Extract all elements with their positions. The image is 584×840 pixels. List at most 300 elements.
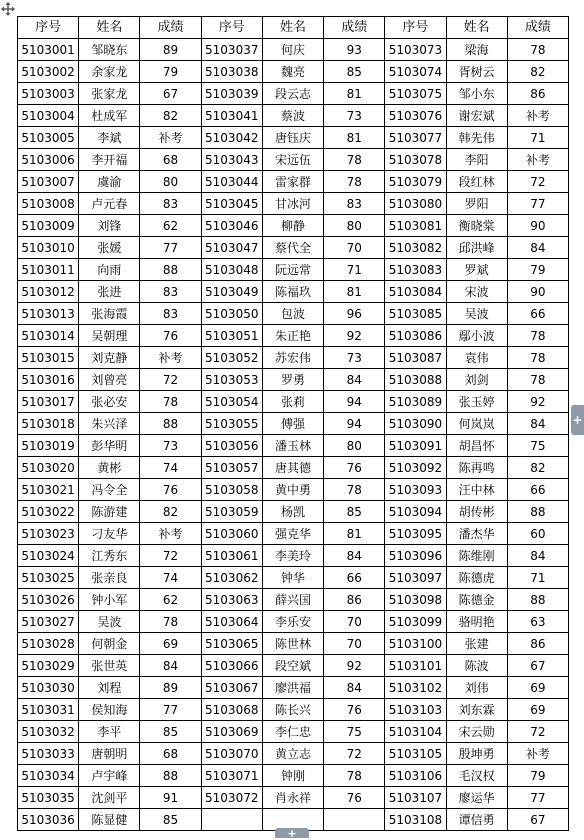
cell-name-3: 张建 bbox=[446, 633, 507, 655]
cell-name-2: 罗勇 bbox=[262, 369, 323, 391]
cell-name-3: 张玉婷 bbox=[446, 391, 507, 413]
header-cell-name-1: 姓名 bbox=[79, 17, 140, 39]
cell-name-2: 李仁忠 bbox=[262, 721, 323, 743]
cell-name-1: 钟小军 bbox=[79, 589, 140, 611]
cell-score-3: 63 bbox=[507, 611, 568, 633]
cell-name-1: 邹晓东 bbox=[79, 39, 140, 61]
cell-id-2: 5103051 bbox=[201, 325, 262, 347]
cell-score-3: 补考 bbox=[507, 743, 568, 765]
cell-id-1: 5103025 bbox=[18, 567, 79, 589]
table-row bbox=[18, 237, 569, 259]
cell-name-3: 鄢小波 bbox=[446, 325, 507, 347]
cell-score-2: 81 bbox=[324, 523, 385, 545]
cell-id-1: 5103030 bbox=[18, 677, 79, 699]
header-cell-score-3: 成绩 bbox=[507, 17, 568, 39]
cell-score-3: 71 bbox=[507, 127, 568, 149]
cell-name-2: 肖永祥 bbox=[262, 787, 323, 809]
cell-id-2: 5103039 bbox=[201, 83, 262, 105]
header-cell-name-3: 姓名 bbox=[446, 17, 507, 39]
cell-id-2: 5103062 bbox=[201, 567, 262, 589]
cell-id-3: 5103105 bbox=[385, 743, 446, 765]
cell-score-3: 69 bbox=[507, 677, 568, 699]
table-row bbox=[18, 413, 569, 435]
cell-id-3: 5103097 bbox=[385, 567, 446, 589]
cell-name-1: 卢元春 bbox=[79, 193, 140, 215]
cell-score-1: 83 bbox=[140, 303, 201, 325]
cell-score-1: 79 bbox=[140, 61, 201, 83]
cell-id-2: 5103059 bbox=[201, 501, 262, 523]
cell-id-3: 5103095 bbox=[385, 523, 446, 545]
cell-score-3: 90 bbox=[507, 281, 568, 303]
cell-name-2: 李乐安 bbox=[262, 611, 323, 633]
table-row bbox=[18, 347, 569, 369]
cell-score-3: 86 bbox=[507, 633, 568, 655]
cell-name-1: 刘曾亮 bbox=[79, 369, 140, 391]
cell-id-1: 5103029 bbox=[18, 655, 79, 677]
cell-id-1: 5103033 bbox=[18, 743, 79, 765]
cell-name-1: 李平 bbox=[79, 721, 140, 743]
cell-id-3: 5103084 bbox=[385, 281, 446, 303]
table-row bbox=[18, 171, 569, 193]
cell-score-1: 82 bbox=[140, 105, 201, 127]
cell-score-1: 80 bbox=[140, 171, 201, 193]
cell-name-1: 陈游建 bbox=[79, 501, 140, 523]
table-row bbox=[18, 545, 569, 567]
header-cell-id-1: 序号 bbox=[18, 17, 79, 39]
cell-score-1: 67 bbox=[140, 83, 201, 105]
cell-id-2: 5103044 bbox=[201, 171, 262, 193]
move-icon bbox=[1, 2, 15, 16]
cell-score-2: 93 bbox=[324, 39, 385, 61]
cell-score-3: 84 bbox=[507, 545, 568, 567]
cell-score-1: 补考 bbox=[140, 347, 201, 369]
cell-score-3: 79 bbox=[507, 765, 568, 787]
cell-score-2: 78 bbox=[324, 149, 385, 171]
table-row bbox=[18, 721, 569, 743]
cell-id-2: 5103061 bbox=[201, 545, 262, 567]
cell-score-3: 84 bbox=[507, 237, 568, 259]
cell-name-2: 唐钰庆 bbox=[262, 127, 323, 149]
cell-name-3: 胥树云 bbox=[446, 61, 507, 83]
cell-id-3: 5103078 bbox=[385, 149, 446, 171]
cell-name-1: 黄彬 bbox=[79, 457, 140, 479]
header-cell-id-2: 序号 bbox=[201, 17, 262, 39]
cell-name-1: 李斌 bbox=[79, 127, 140, 149]
cell-score-1: 89 bbox=[140, 39, 201, 61]
cell-name-3: 吴波 bbox=[446, 303, 507, 325]
cell-score-2: 71 bbox=[324, 259, 385, 281]
cell-id-1: 5103006 bbox=[18, 149, 79, 171]
cell-name-1: 刘锋 bbox=[79, 215, 140, 237]
cell-score-2: 83 bbox=[324, 193, 385, 215]
cell-score-1: 77 bbox=[140, 237, 201, 259]
cell-score-3: 67 bbox=[507, 809, 568, 831]
cell-id-2: 5103041 bbox=[201, 105, 262, 127]
cell-name-2: 潘玉林 bbox=[262, 435, 323, 457]
cell-score-2: 81 bbox=[324, 83, 385, 105]
cell-name-3: 陈德虎 bbox=[446, 567, 507, 589]
table-row bbox=[18, 589, 569, 611]
cell-id-1: 5103027 bbox=[18, 611, 79, 633]
cell-score-1: 76 bbox=[140, 325, 201, 347]
cell-name-1: 江秀东 bbox=[79, 545, 140, 567]
cell-score-1: 88 bbox=[140, 765, 201, 787]
cell-id-2: 5103046 bbox=[201, 215, 262, 237]
cell-id-3: 5103077 bbox=[385, 127, 446, 149]
cell-id-1: 5103012 bbox=[18, 281, 79, 303]
cell-name-1: 张必安 bbox=[79, 391, 140, 413]
cell-score-3: 88 bbox=[507, 501, 568, 523]
cell-id-3: 5103106 bbox=[385, 765, 446, 787]
table-row bbox=[18, 127, 569, 149]
cell-id-3: 5103083 bbox=[385, 259, 446, 281]
cell-id-2: 5103060 bbox=[201, 523, 262, 545]
cell-name-3: 衡晓棠 bbox=[446, 215, 507, 237]
cell-id-2: 5103064 bbox=[201, 611, 262, 633]
table-row bbox=[18, 699, 569, 721]
cell-score-2: 81 bbox=[324, 127, 385, 149]
cell-name-2: 苏宏伟 bbox=[262, 347, 323, 369]
cell-id-3: 5103100 bbox=[385, 633, 446, 655]
cell-id-1: 5103032 bbox=[18, 721, 79, 743]
cell-score-2: 81 bbox=[324, 281, 385, 303]
cell-name-3: 宋云勋 bbox=[446, 721, 507, 743]
cell-name-1: 张媛 bbox=[79, 237, 140, 259]
cell-name-2: 段云志 bbox=[262, 83, 323, 105]
cell-score-1: 62 bbox=[140, 215, 201, 237]
cell-id-2: 5103052 bbox=[201, 347, 262, 369]
table-row bbox=[18, 479, 569, 501]
cell-score-3: 72 bbox=[507, 171, 568, 193]
cell-id-3: 5103108 bbox=[385, 809, 446, 831]
cell-score-3: 78 bbox=[507, 325, 568, 347]
cell-name-1: 刘程 bbox=[79, 677, 140, 699]
cell-id-2: 5103071 bbox=[201, 765, 262, 787]
cell-id-1: 5103020 bbox=[18, 457, 79, 479]
cell-id-3: 5103096 bbox=[385, 545, 446, 567]
cell-score-2: 94 bbox=[324, 391, 385, 413]
cell-id-2: 5103056 bbox=[201, 435, 262, 457]
cell-score-1: 83 bbox=[140, 193, 201, 215]
cell-id-1: 5103015 bbox=[18, 347, 79, 369]
cell-score-3: 66 bbox=[507, 479, 568, 501]
cell-score-1: 68 bbox=[140, 149, 201, 171]
cell-score-3: 78 bbox=[507, 39, 568, 61]
cell-name-2: 朱正艳 bbox=[262, 325, 323, 347]
table-row bbox=[18, 303, 569, 325]
cell-id-3: 5103104 bbox=[385, 721, 446, 743]
cell-id-2: 5103054 bbox=[201, 391, 262, 413]
cell-name-2: 雷家群 bbox=[262, 171, 323, 193]
cell-name-3: 陈德金 bbox=[446, 589, 507, 611]
cell-score-2: 73 bbox=[324, 347, 385, 369]
table-row bbox=[18, 501, 569, 523]
cell-name-3: 骆明艳 bbox=[446, 611, 507, 633]
cell-name-3: 罗阳 bbox=[446, 193, 507, 215]
cell-score-3: 补考 bbox=[507, 105, 568, 127]
cell-score-1: 72 bbox=[140, 369, 201, 391]
table-row bbox=[18, 281, 569, 303]
header-cell-name-2: 姓名 bbox=[262, 17, 323, 39]
cell-id-3: 5103090 bbox=[385, 413, 446, 435]
cell-score-1: 85 bbox=[140, 809, 201, 831]
cell-id-2: 5103047 bbox=[201, 237, 262, 259]
cell-id-3: 5103073 bbox=[385, 39, 446, 61]
cell-id-1: 5103036 bbox=[18, 809, 79, 831]
cell-score-2: 76 bbox=[324, 787, 385, 809]
table-row bbox=[18, 61, 569, 83]
cell-score-3: 72 bbox=[507, 721, 568, 743]
cell-id-2: 5103057 bbox=[201, 457, 262, 479]
cell-name-2: 强克华 bbox=[262, 523, 323, 545]
cell-name-2: 柳静 bbox=[262, 215, 323, 237]
table-row bbox=[18, 457, 569, 479]
cell-score-1: 83 bbox=[140, 281, 201, 303]
cell-name-1: 吴波 bbox=[79, 611, 140, 633]
cell-id-3: 5103085 bbox=[385, 303, 446, 325]
score-table bbox=[17, 16, 569, 831]
cell-name-3: 刘东霖 bbox=[446, 699, 507, 721]
cell-id-3: 5103080 bbox=[385, 193, 446, 215]
cell-id-1: 5103026 bbox=[18, 589, 79, 611]
table-row bbox=[18, 765, 569, 787]
table-row bbox=[18, 523, 569, 545]
cell-id-3: 5103094 bbox=[385, 501, 446, 523]
cell-score-2: 86 bbox=[324, 589, 385, 611]
cell-score-1: 85 bbox=[140, 721, 201, 743]
cell-id-1: 5103022 bbox=[18, 501, 79, 523]
cell-name-1: 李开福 bbox=[79, 149, 140, 171]
cell-score-2: 78 bbox=[324, 171, 385, 193]
cell-score-3: 78 bbox=[507, 347, 568, 369]
table-move-handle[interactable] bbox=[1, 2, 15, 16]
cell-id-2: 5103037 bbox=[201, 39, 262, 61]
cell-id-2: 5103065 bbox=[201, 633, 262, 655]
cell-name-3: 邹小东 bbox=[446, 83, 507, 105]
cell-name-3: 罗斌 bbox=[446, 259, 507, 281]
cell-score-1: 76 bbox=[140, 479, 201, 501]
cell-name-3: 廖运华 bbox=[446, 787, 507, 809]
cell-score-3: 90 bbox=[507, 215, 568, 237]
cell-score-2: 66 bbox=[324, 567, 385, 589]
table-row bbox=[18, 325, 569, 347]
cell-id-1: 5103009 bbox=[18, 215, 79, 237]
cell-score-1: 62 bbox=[140, 589, 201, 611]
cell-score-1: 84 bbox=[140, 655, 201, 677]
cell-name-2: 薛兴国 bbox=[262, 589, 323, 611]
cell-id-2: 5103050 bbox=[201, 303, 262, 325]
cell-score-1: 78 bbox=[140, 391, 201, 413]
cell-score-1: 74 bbox=[140, 567, 201, 589]
cell-name-2: 钟华 bbox=[262, 567, 323, 589]
cell-id-3: 5103098 bbox=[385, 589, 446, 611]
cell-id-3: 5103089 bbox=[385, 391, 446, 413]
cell-id-2: 5103068 bbox=[201, 699, 262, 721]
cell-id-2: 5103043 bbox=[201, 149, 262, 171]
cell-name-3: 汪中林 bbox=[446, 479, 507, 501]
cell-id-2: 5103058 bbox=[201, 479, 262, 501]
cell-name-1: 杜成军 bbox=[79, 105, 140, 127]
cell-id-3: 5103082 bbox=[385, 237, 446, 259]
cell-score-3: 67 bbox=[507, 655, 568, 677]
cell-id-1: 5103003 bbox=[18, 83, 79, 105]
cell-score-3: 66 bbox=[507, 303, 568, 325]
cell-score-1: 68 bbox=[140, 743, 201, 765]
cell-score-1: 88 bbox=[140, 259, 201, 281]
cell-id-2: 5103045 bbox=[201, 193, 262, 215]
cell-name-3: 毛汉权 bbox=[446, 765, 507, 787]
table-row bbox=[18, 611, 569, 633]
cell-name-3: 袁伟 bbox=[446, 347, 507, 369]
table-row bbox=[18, 193, 569, 215]
cell-score-3: 75 bbox=[507, 435, 568, 457]
add-row-button[interactable]: + bbox=[571, 405, 584, 435]
cell-name-1: 陈显健 bbox=[79, 809, 140, 831]
cell-name-3: 谢宏斌 bbox=[446, 105, 507, 127]
cell-id-1: 5103016 bbox=[18, 369, 79, 391]
cell-name-1: 唐朝明 bbox=[79, 743, 140, 765]
cell-score-2: 80 bbox=[324, 215, 385, 237]
cell-id-1: 5103028 bbox=[18, 633, 79, 655]
cell-id-3: 5103087 bbox=[385, 347, 446, 369]
cell-score-2: 76 bbox=[324, 457, 385, 479]
cell-name-2: 李美玲 bbox=[262, 545, 323, 567]
table-row bbox=[18, 391, 569, 413]
add-column-button[interactable]: + bbox=[275, 828, 309, 838]
cell-score-2: 70 bbox=[324, 633, 385, 655]
cell-score-2: 92 bbox=[324, 655, 385, 677]
cell-score-3: 69 bbox=[507, 699, 568, 721]
cell-score-1: 78 bbox=[140, 611, 201, 633]
cell-score-2: 84 bbox=[324, 369, 385, 391]
cell-name-1: 张海霞 bbox=[79, 303, 140, 325]
cell-name-3: 韩先伟 bbox=[446, 127, 507, 149]
cell-score-3: 补考 bbox=[507, 149, 568, 171]
table-row bbox=[18, 259, 569, 281]
cell-name-1: 朱兴泽 bbox=[79, 413, 140, 435]
cell-score-2: 96 bbox=[324, 303, 385, 325]
cell-id-1: 5103007 bbox=[18, 171, 79, 193]
cell-id-1: 5103019 bbox=[18, 435, 79, 457]
cell-score-2: 84 bbox=[324, 545, 385, 567]
cell-name-2: 黄立志 bbox=[262, 743, 323, 765]
cell-name-1: 虞渝 bbox=[79, 171, 140, 193]
cell-name-2: 宋远伍 bbox=[262, 149, 323, 171]
header-cell-score-2: 成绩 bbox=[324, 17, 385, 39]
cell-name-1: 张世英 bbox=[79, 655, 140, 677]
cell-id-1: 5103004 bbox=[18, 105, 79, 127]
cell-id-1: 5103021 bbox=[18, 479, 79, 501]
cell-id-3: 5103102 bbox=[385, 677, 446, 699]
cell-score-3: 79 bbox=[507, 259, 568, 281]
cell-name-2: 包波 bbox=[262, 303, 323, 325]
cell-id-1: 5103018 bbox=[18, 413, 79, 435]
cell-name-1: 冯令全 bbox=[79, 479, 140, 501]
cell-name-2: 蔡波 bbox=[262, 105, 323, 127]
table-row bbox=[18, 567, 569, 589]
cell-id-3: 5103088 bbox=[385, 369, 446, 391]
cell-score-2: 70 bbox=[324, 237, 385, 259]
cell-name-2: 陈世林 bbox=[262, 633, 323, 655]
cell-score-1: 82 bbox=[140, 501, 201, 523]
cell-score-3: 82 bbox=[507, 457, 568, 479]
cell-score-2: 92 bbox=[324, 325, 385, 347]
cell-name-1: 卢宇峰 bbox=[79, 765, 140, 787]
cell-name-1: 张进 bbox=[79, 281, 140, 303]
header-cell-score-1: 成绩 bbox=[140, 17, 201, 39]
cell-score-2: 94 bbox=[324, 413, 385, 435]
cell-name-2: 何庆 bbox=[262, 39, 323, 61]
cell-name-1: 余家龙 bbox=[79, 61, 140, 83]
cell-id-1: 5103017 bbox=[18, 391, 79, 413]
cell-name-2: 唐其德 bbox=[262, 457, 323, 479]
cell-id-1: 5103010 bbox=[18, 237, 79, 259]
cell-name-2: 段空斌 bbox=[262, 655, 323, 677]
cell-name-2: 甘冰河 bbox=[262, 193, 323, 215]
cell-name-3: 陈再鸣 bbox=[446, 457, 507, 479]
cell-name-3: 陈波 bbox=[446, 655, 507, 677]
table-row bbox=[18, 149, 569, 171]
cell-score-2: 72 bbox=[324, 743, 385, 765]
cell-score-3: 77 bbox=[507, 787, 568, 809]
cell-name-1: 沈剑平 bbox=[79, 787, 140, 809]
cell-score-3: 88 bbox=[507, 589, 568, 611]
cell-id-1: 5103034 bbox=[18, 765, 79, 787]
table-row bbox=[18, 215, 569, 237]
cell-score-3: 92 bbox=[507, 391, 568, 413]
cell-score-3: 71 bbox=[507, 567, 568, 589]
cell-id-2: 5103072 bbox=[201, 787, 262, 809]
cell-name-2: 蔡代全 bbox=[262, 237, 323, 259]
cell-id-2: 5103067 bbox=[201, 677, 262, 699]
cell-name-2: 魏亮 bbox=[262, 61, 323, 83]
cell-name-2: 陈福玖 bbox=[262, 281, 323, 303]
cell-id-1: 5103014 bbox=[18, 325, 79, 347]
cell-score-1: 补考 bbox=[140, 127, 201, 149]
cell-id-1: 5103031 bbox=[18, 699, 79, 721]
cell-name-3: 何岚岚 bbox=[446, 413, 507, 435]
cell-score-2: 84 bbox=[324, 677, 385, 699]
cell-name-3: 胡昌怀 bbox=[446, 435, 507, 457]
cell-score-2: 78 bbox=[324, 765, 385, 787]
header-cell-id-3: 序号 bbox=[385, 17, 446, 39]
cell-name-1: 刘克静 bbox=[79, 347, 140, 369]
cell-name-3: 宋波 bbox=[446, 281, 507, 303]
cell-id-2 bbox=[201, 809, 262, 831]
cell-id-3: 5103075 bbox=[385, 83, 446, 105]
cell-name-3: 谭信勇 bbox=[446, 809, 507, 831]
cell-score-3: 86 bbox=[507, 83, 568, 105]
cell-name-1: 何朝金 bbox=[79, 633, 140, 655]
cell-id-2: 5103066 bbox=[201, 655, 262, 677]
cell-id-1: 5103035 bbox=[18, 787, 79, 809]
cell-score-2: 85 bbox=[324, 61, 385, 83]
cell-id-2: 5103070 bbox=[201, 743, 262, 765]
cell-score-3: 78 bbox=[507, 369, 568, 391]
cell-name-2: 傅强 bbox=[262, 413, 323, 435]
cell-name-3: 潘杰华 bbox=[446, 523, 507, 545]
cell-id-3: 5103079 bbox=[385, 171, 446, 193]
cell-name-1: 向雨 bbox=[79, 259, 140, 281]
table-row bbox=[18, 369, 569, 391]
cell-name-2: 张莉 bbox=[262, 391, 323, 413]
cell-id-3: 5103101 bbox=[385, 655, 446, 677]
cell-score-2: 75 bbox=[324, 721, 385, 743]
cell-name-2: 钟刚 bbox=[262, 765, 323, 787]
cell-id-1: 5103023 bbox=[18, 523, 79, 545]
cell-score-1: 补考 bbox=[140, 523, 201, 545]
cell-name-2: 廖洪福 bbox=[262, 677, 323, 699]
